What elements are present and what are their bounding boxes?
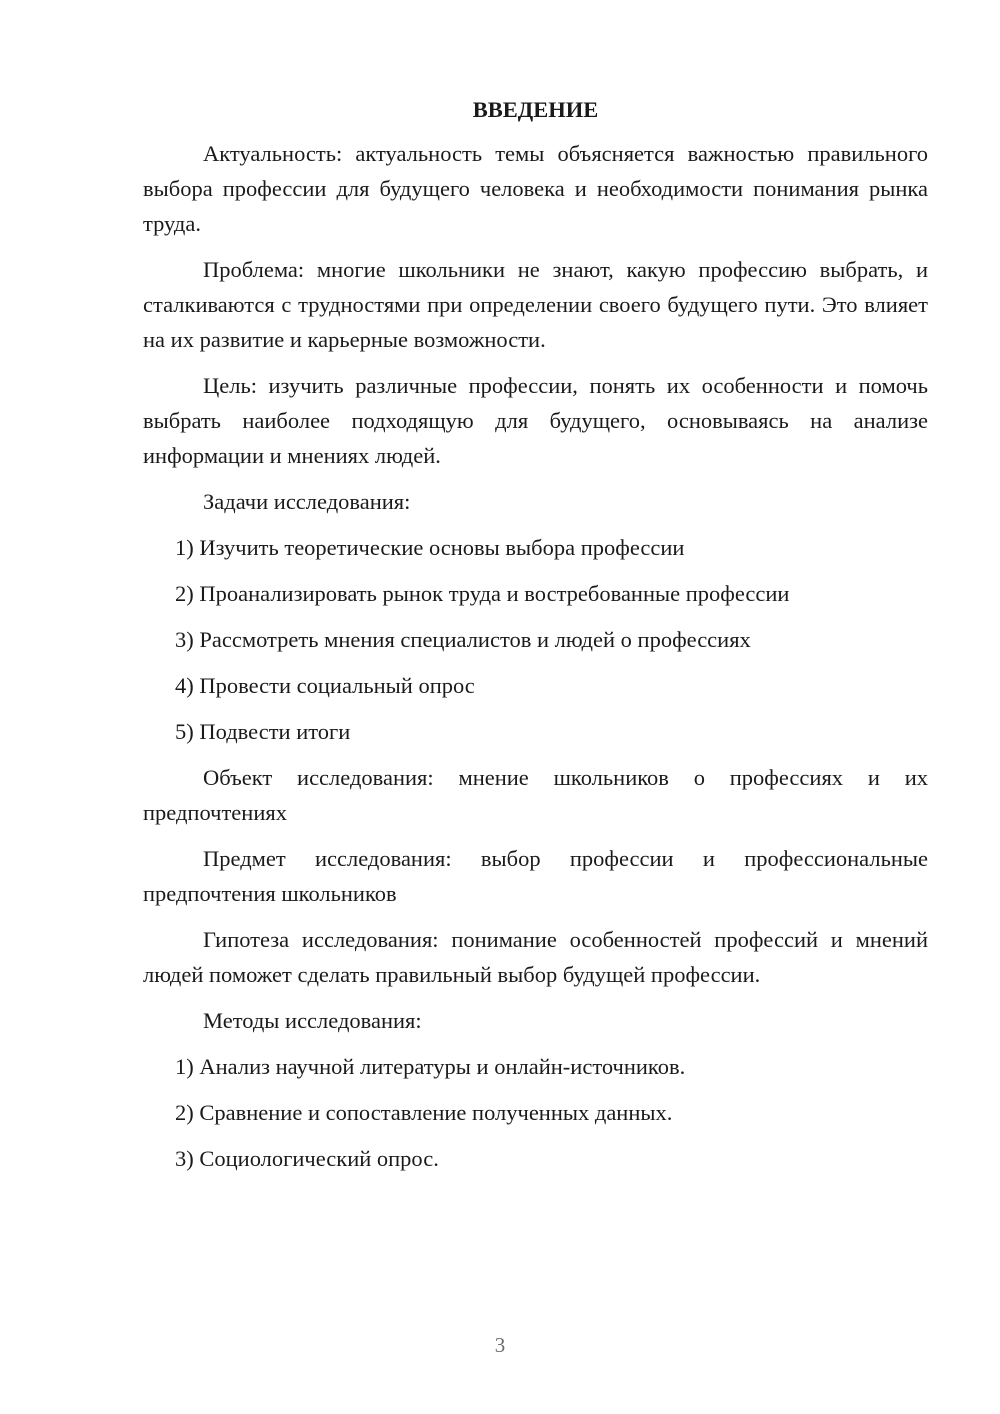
task-item: 4) Провести социальный опрос (175, 673, 475, 698)
method-item: 1) Анализ научной литературы и онлайн-источников. (175, 1054, 686, 1079)
relevance-paragraph: Актуальность: актуальность темы объясняется важностью правильного выбора профессии для будущего человека и необходимости понимания рынка труда. (143, 141, 928, 236)
task-item: 3) Рассмотреть мнения специалистов и людей о профессиях (175, 627, 751, 652)
page-content (143, 92, 928, 1187)
task-item: 5) Подвести итоги (175, 719, 351, 744)
method-item: 3) Социологический опрос. (175, 1146, 439, 1171)
tasks-heading: Задачи исследования: (203, 489, 411, 514)
methods-list (143, 1049, 928, 1176)
problem-paragraph: Проблема: многие школьники не знают, какую профессию выбрать, и сталкиваются с трудностями при определении своего будущего пути. Это влияет на их развитие и карьерные возможности. (143, 257, 928, 352)
page-number: 3 (494, 1333, 506, 1357)
section-title: ВВЕДЕНИЕ (472, 97, 599, 122)
task-item: 1) Изучить теоретические основы выбора профессии (175, 535, 685, 560)
subject-paragraph: Предмет исследования: выбор профессии и профессиональные предпочтения школьников (143, 846, 928, 906)
task-item: 2) Проанализировать рынок труда и востребованные профессии (175, 581, 790, 606)
method-item: 2) Сравнение и сопоставление полученных данных. (175, 1100, 673, 1125)
object-paragraph: Объект исследования: мнение школьников о профессиях и их предпочтениях (143, 765, 928, 825)
tasks-list (143, 530, 928, 749)
hypothesis-paragraph: Гипотеза исследования: понимание особенностей профессий и мнений людей поможет сделать правильный выбор будущей профессии. (143, 927, 928, 987)
goal-paragraph: Цель: изучить различные профессии, понять их особенности и помочь выбрать наиболее подходящую для будущего, основываясь на анализе информации и мнениях людей. (143, 373, 928, 468)
methods-heading: Методы исследования: (203, 1008, 422, 1033)
